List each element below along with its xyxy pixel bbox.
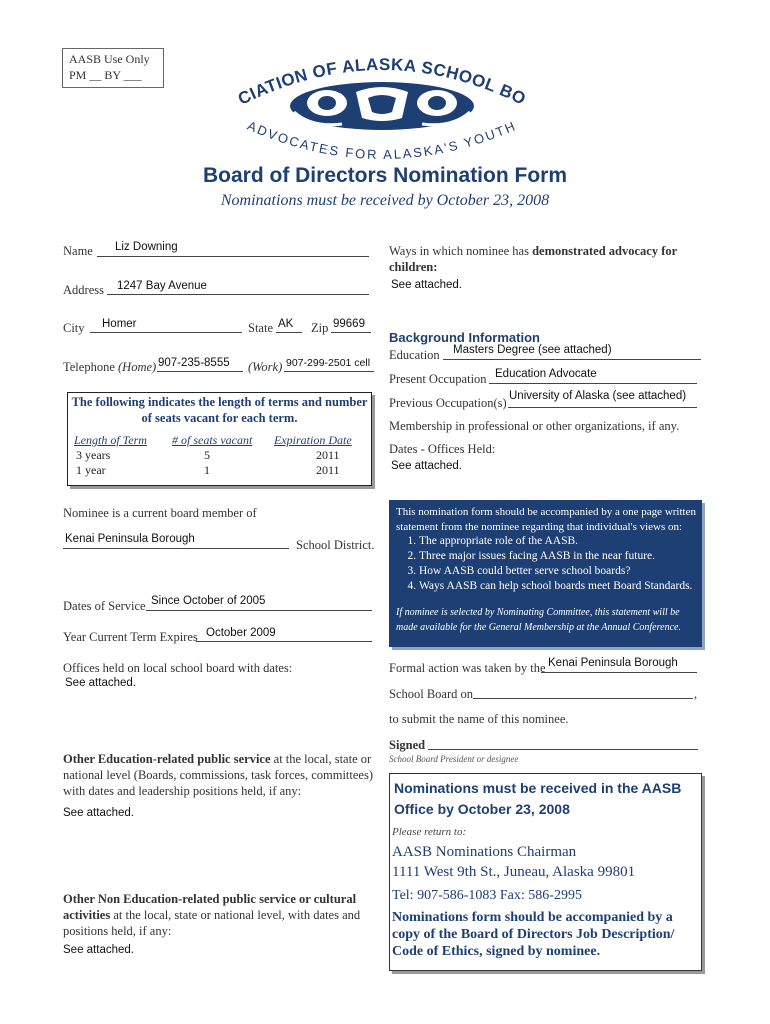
zip-label: Zip: [311, 321, 329, 335]
home-label: (Home): [118, 360, 157, 374]
other-non-edu-field[interactable]: See attached.: [63, 944, 134, 956]
previous-occupation-field[interactable]: University of Alaska (see attached): [509, 390, 687, 402]
terms-heading: The following indicates the length of terms and number of seats vacant for each term.: [71, 395, 368, 425]
school-board-on-field[interactable]: [473, 698, 693, 699]
dates-service-field[interactable]: Since October of 2005: [151, 595, 266, 607]
offices-label: Offices held on local school board with dates:: [63, 661, 293, 675]
please-return-label: Please return to:: [392, 826, 467, 838]
previous-occupation-line: [508, 407, 697, 408]
aasb-use-only-box: [62, 48, 164, 88]
other-edu-rest: at the local, state or national level (Boards, commissions, task forces, committees) with dates and leadership positions held, if any:: [63, 752, 373, 798]
formal-action-line: [541, 672, 697, 673]
present-occupation-field[interactable]: Education Advocate: [495, 368, 597, 380]
term-col-length: Length of Term: [74, 433, 147, 447]
state-label: State: [248, 321, 273, 335]
zip-line: [331, 332, 371, 333]
logo-top-text: CIATION OF ALASKA SCHOOL BO: [235, 54, 529, 109]
term-row1-expiration: 2011: [316, 448, 340, 462]
advocacy-field[interactable]: See attached.: [391, 279, 462, 291]
work-phone-line: [284, 371, 374, 372]
state-field[interactable]: AK: [278, 318, 294, 330]
board-member-line: [63, 548, 289, 549]
term-expires-line: [196, 641, 372, 642]
education-line: [443, 359, 701, 360]
term-col-seats: # of seats vacant: [172, 433, 253, 447]
city-field[interactable]: Homer: [102, 318, 137, 330]
previous-occupation-label: Previous Occupation(s): [389, 396, 507, 410]
instructions-note: If nominee is selected by Nominating Committee, this statement will be made available for the General Membership at the Annual Conference.: [396, 607, 681, 633]
term-row2-length: 1 year: [76, 463, 106, 477]
instructions-intro: This nomination form should be accompanied by a one page written statement from the nominee regarding that individual's views on:: [396, 506, 696, 533]
telephone-text: Telephone: [63, 360, 115, 374]
dates-service-line: [146, 610, 372, 611]
instruction-item: 4. Ways AASB can help school boards meet Board Standards.: [419, 579, 692, 594]
education-label: Education: [389, 348, 440, 362]
address-label: Address: [63, 283, 104, 297]
closing-note: Nominations form should be accompanied by a copy of the Board of Directors Job Description/ Code of Ethics, signed by nominee.: [392, 910, 675, 959]
tel-fax: Tel: 907-586-1083 Fax: 586-2995: [392, 888, 582, 903]
dates-service-label: Dates of Service: [63, 599, 146, 613]
dates-offices-field[interactable]: See attached.: [391, 460, 462, 472]
board-member-field[interactable]: Kenai Peninsula Borough: [65, 533, 195, 545]
aasb-use-line1: AASB Use Only: [69, 52, 150, 66]
signed-caption: School Board President or designee: [389, 754, 519, 764]
city-line: [90, 332, 242, 333]
dates-offices-label: Dates - Offices Held:: [389, 442, 496, 456]
state-line: [276, 332, 302, 333]
term-row1-seats: 5: [204, 448, 210, 462]
terms-box: [67, 392, 372, 486]
chairman-name: AASB Nominations Chairman: [392, 844, 577, 860]
deadline-heading: Nominations must be received in the AASB Office by October 23, 2008: [394, 780, 682, 817]
street-address: 1111 West 9th St., Juneau, Alaska 99801: [392, 864, 636, 880]
term-col-expiration: Expiration Date: [274, 433, 352, 447]
form-title: Board of Directors Nomination Form: [202, 164, 568, 187]
formal-action-field[interactable]: Kenai Peninsula Borough: [548, 657, 678, 669]
statement-instructions-box: [389, 500, 702, 647]
name-label: Name: [63, 244, 93, 258]
home-phone-line: [157, 371, 243, 372]
work-label: (Work): [248, 360, 283, 374]
advocacy-bold: demonstrated advocacy for children:: [389, 244, 677, 274]
address-field[interactable]: 1247 Bay Avenue: [117, 280, 207, 292]
other-edu-bold: Other Education-related public service: [63, 752, 271, 766]
return-address: [392, 842, 635, 882]
education-field[interactable]: Masters Degree (see attached): [453, 344, 612, 356]
logo-bottom-text: ADVOCATES FOR ALASKA'S YOUTH: [245, 117, 519, 163]
instruction-item: 2. Three major issues facing AASB in the near future.: [419, 549, 692, 564]
instruction-item: 3. How AASB could better serve school boards?: [419, 564, 692, 579]
term-row1-length: 3 years: [76, 448, 111, 462]
background-heading: Background Information: [389, 330, 540, 345]
present-occupation-line: [489, 383, 697, 384]
formline-emblem: [290, 82, 474, 130]
home-phone-field[interactable]: 907-235-8555: [158, 357, 230, 369]
term-expires-label: Year Current Term Expires: [63, 630, 198, 644]
signature-field[interactable]: [428, 749, 698, 750]
city-label: City: [63, 321, 85, 335]
form-subtitle: Nominations must be received by October 23, 2008: [220, 192, 550, 209]
work-phone-field[interactable]: 907-299-2501 cell: [286, 357, 371, 369]
name-field[interactable]: Liz Downing: [115, 241, 178, 253]
other-non-edu-rest: at the local, state or national level, with dates and positions held, if any:: [63, 908, 361, 938]
instructions-list: [403, 534, 692, 594]
term-row2-expiration: 2011: [316, 463, 340, 477]
other-non-edu-label: [63, 891, 373, 939]
advocacy-pre: Ways in which nominee has: [389, 244, 533, 258]
school-district-label: School District.: [296, 538, 375, 552]
comma: ,: [694, 687, 698, 701]
zip-field[interactable]: 99669: [333, 318, 365, 330]
instruction-item: 1. The appropriate role of the AASB.: [419, 534, 692, 549]
other-edu-label: [63, 751, 373, 799]
telephone-label: [63, 360, 156, 375]
school-board-on-label: School Board on: [389, 687, 474, 701]
other-non-edu-bold: Other Non Education-related public service or cultural activities: [63, 892, 357, 922]
term-row2-seats: 1: [204, 463, 210, 477]
aasb-use-line2: PM __ BY ___: [69, 68, 142, 82]
membership-label: Membership in professional or other organizations, if any.: [389, 419, 680, 433]
board-member-label: Nominee is a current board member of: [63, 506, 257, 520]
aasb-logo: [222, 44, 542, 166]
formal-action-label: Formal action was taken by the: [389, 661, 546, 675]
offices-field[interactable]: See attached.: [65, 677, 136, 689]
advocacy-label: [389, 243, 704, 275]
deadline-box: [389, 773, 702, 971]
other-edu-field[interactable]: See attached.: [63, 807, 134, 819]
name-line: [97, 256, 369, 257]
address-line: [107, 294, 369, 295]
signed-label: Signed: [389, 738, 426, 752]
term-expires-field[interactable]: October 2009: [206, 627, 276, 639]
to-submit-label: to submit the name of this nominee.: [389, 712, 569, 726]
present-occupation-label: Present Occupation: [389, 372, 487, 386]
